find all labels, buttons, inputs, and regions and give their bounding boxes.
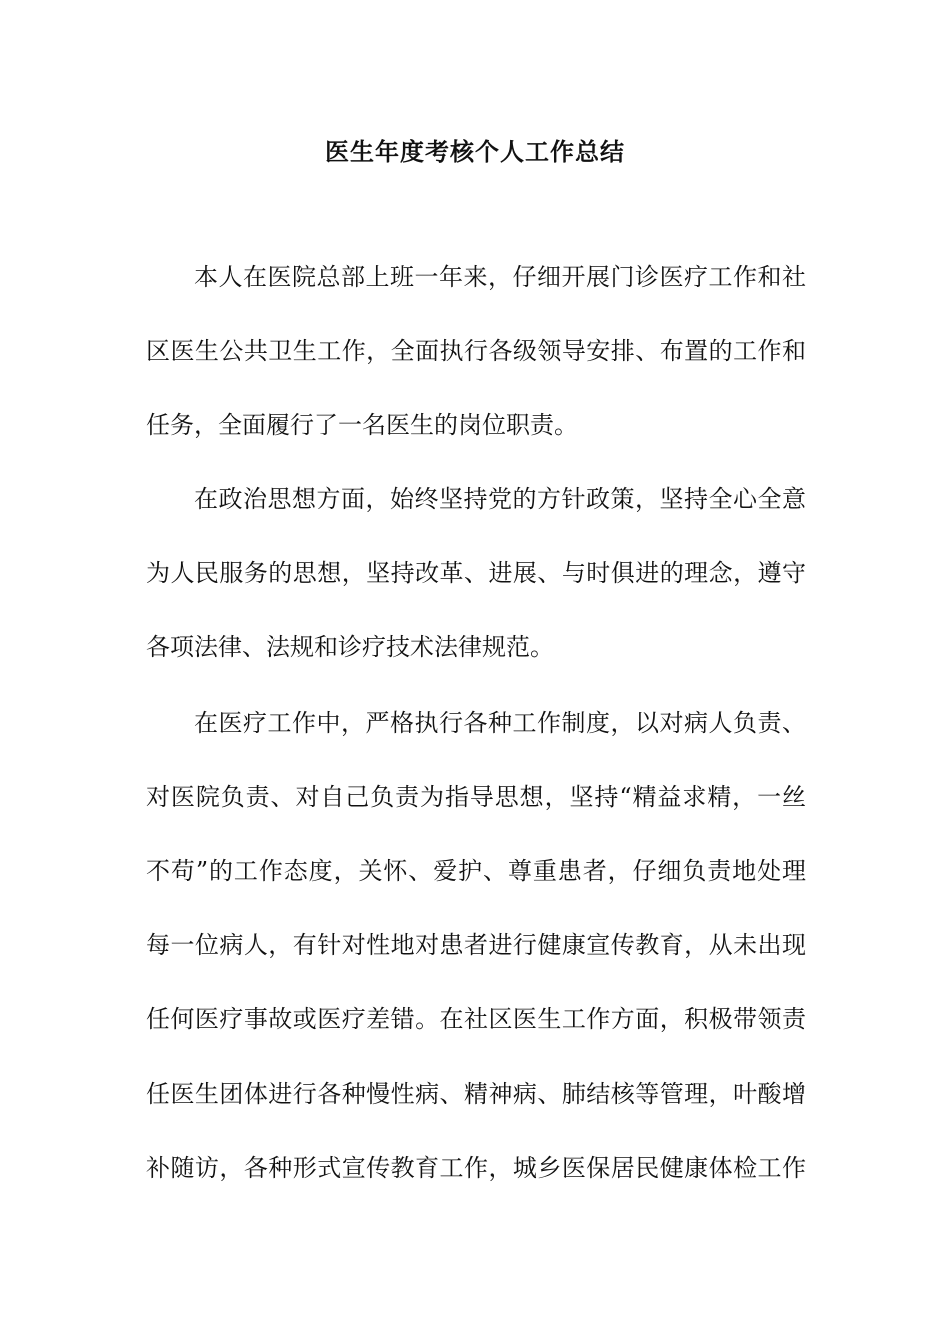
paragraph-2-line-3: 各项法律、法规和诊疗技术法律规范。 xyxy=(146,633,554,661)
paragraph-2-line-1: 在政治思想方面，始终坚持党的方针政策，坚持全心全意 xyxy=(194,485,806,513)
paragraph-3-line-6: 任医生团体进行各种慢性病、精神病、肺结核等管理，叶酸增 xyxy=(146,1080,806,1108)
paragraph-3-line-5: 任何医疗事故或医疗差错。在社区医生工作方面，积极带领责 xyxy=(146,1005,806,1033)
paragraph-3-line-7: 补随访，各种形式宣传教育工作，城乡医保居民健康体检工作 xyxy=(146,1154,806,1182)
paragraph-1-line-2: 区医生公共卫生工作，全面执行各级领导安排、布置的工作和 xyxy=(146,337,806,365)
paragraph-1-line-1: 本人在医院总部上班一年来，仔细开展门诊医疗工作和社 xyxy=(194,263,806,291)
paragraph-3-line-4: 每一位病人，有针对性地对患者进行健康宣传教育，从未出现 xyxy=(146,931,806,959)
paragraph-3-line-1: 在医疗工作中，严格执行各种工作制度，以对病人负责、 xyxy=(194,709,806,737)
paragraph-1-line-3: 任务，全面履行了一名医生的岗位职责。 xyxy=(146,411,578,439)
paragraph-2-line-2: 为人民服务的思想，坚持改革、进展、与时俱进的理念，遵守 xyxy=(146,559,806,587)
paragraph-3-line-2: 对医院负责、对自己负责为指导思想，坚持“精益求精，一丝 xyxy=(146,783,806,811)
paragraph-3-line-3: 不苟”的工作态度，关怀、爱护、尊重患者，仔细负责地处理 xyxy=(146,857,806,885)
document-title: 医生年度考核个人工作总结 xyxy=(325,137,625,166)
